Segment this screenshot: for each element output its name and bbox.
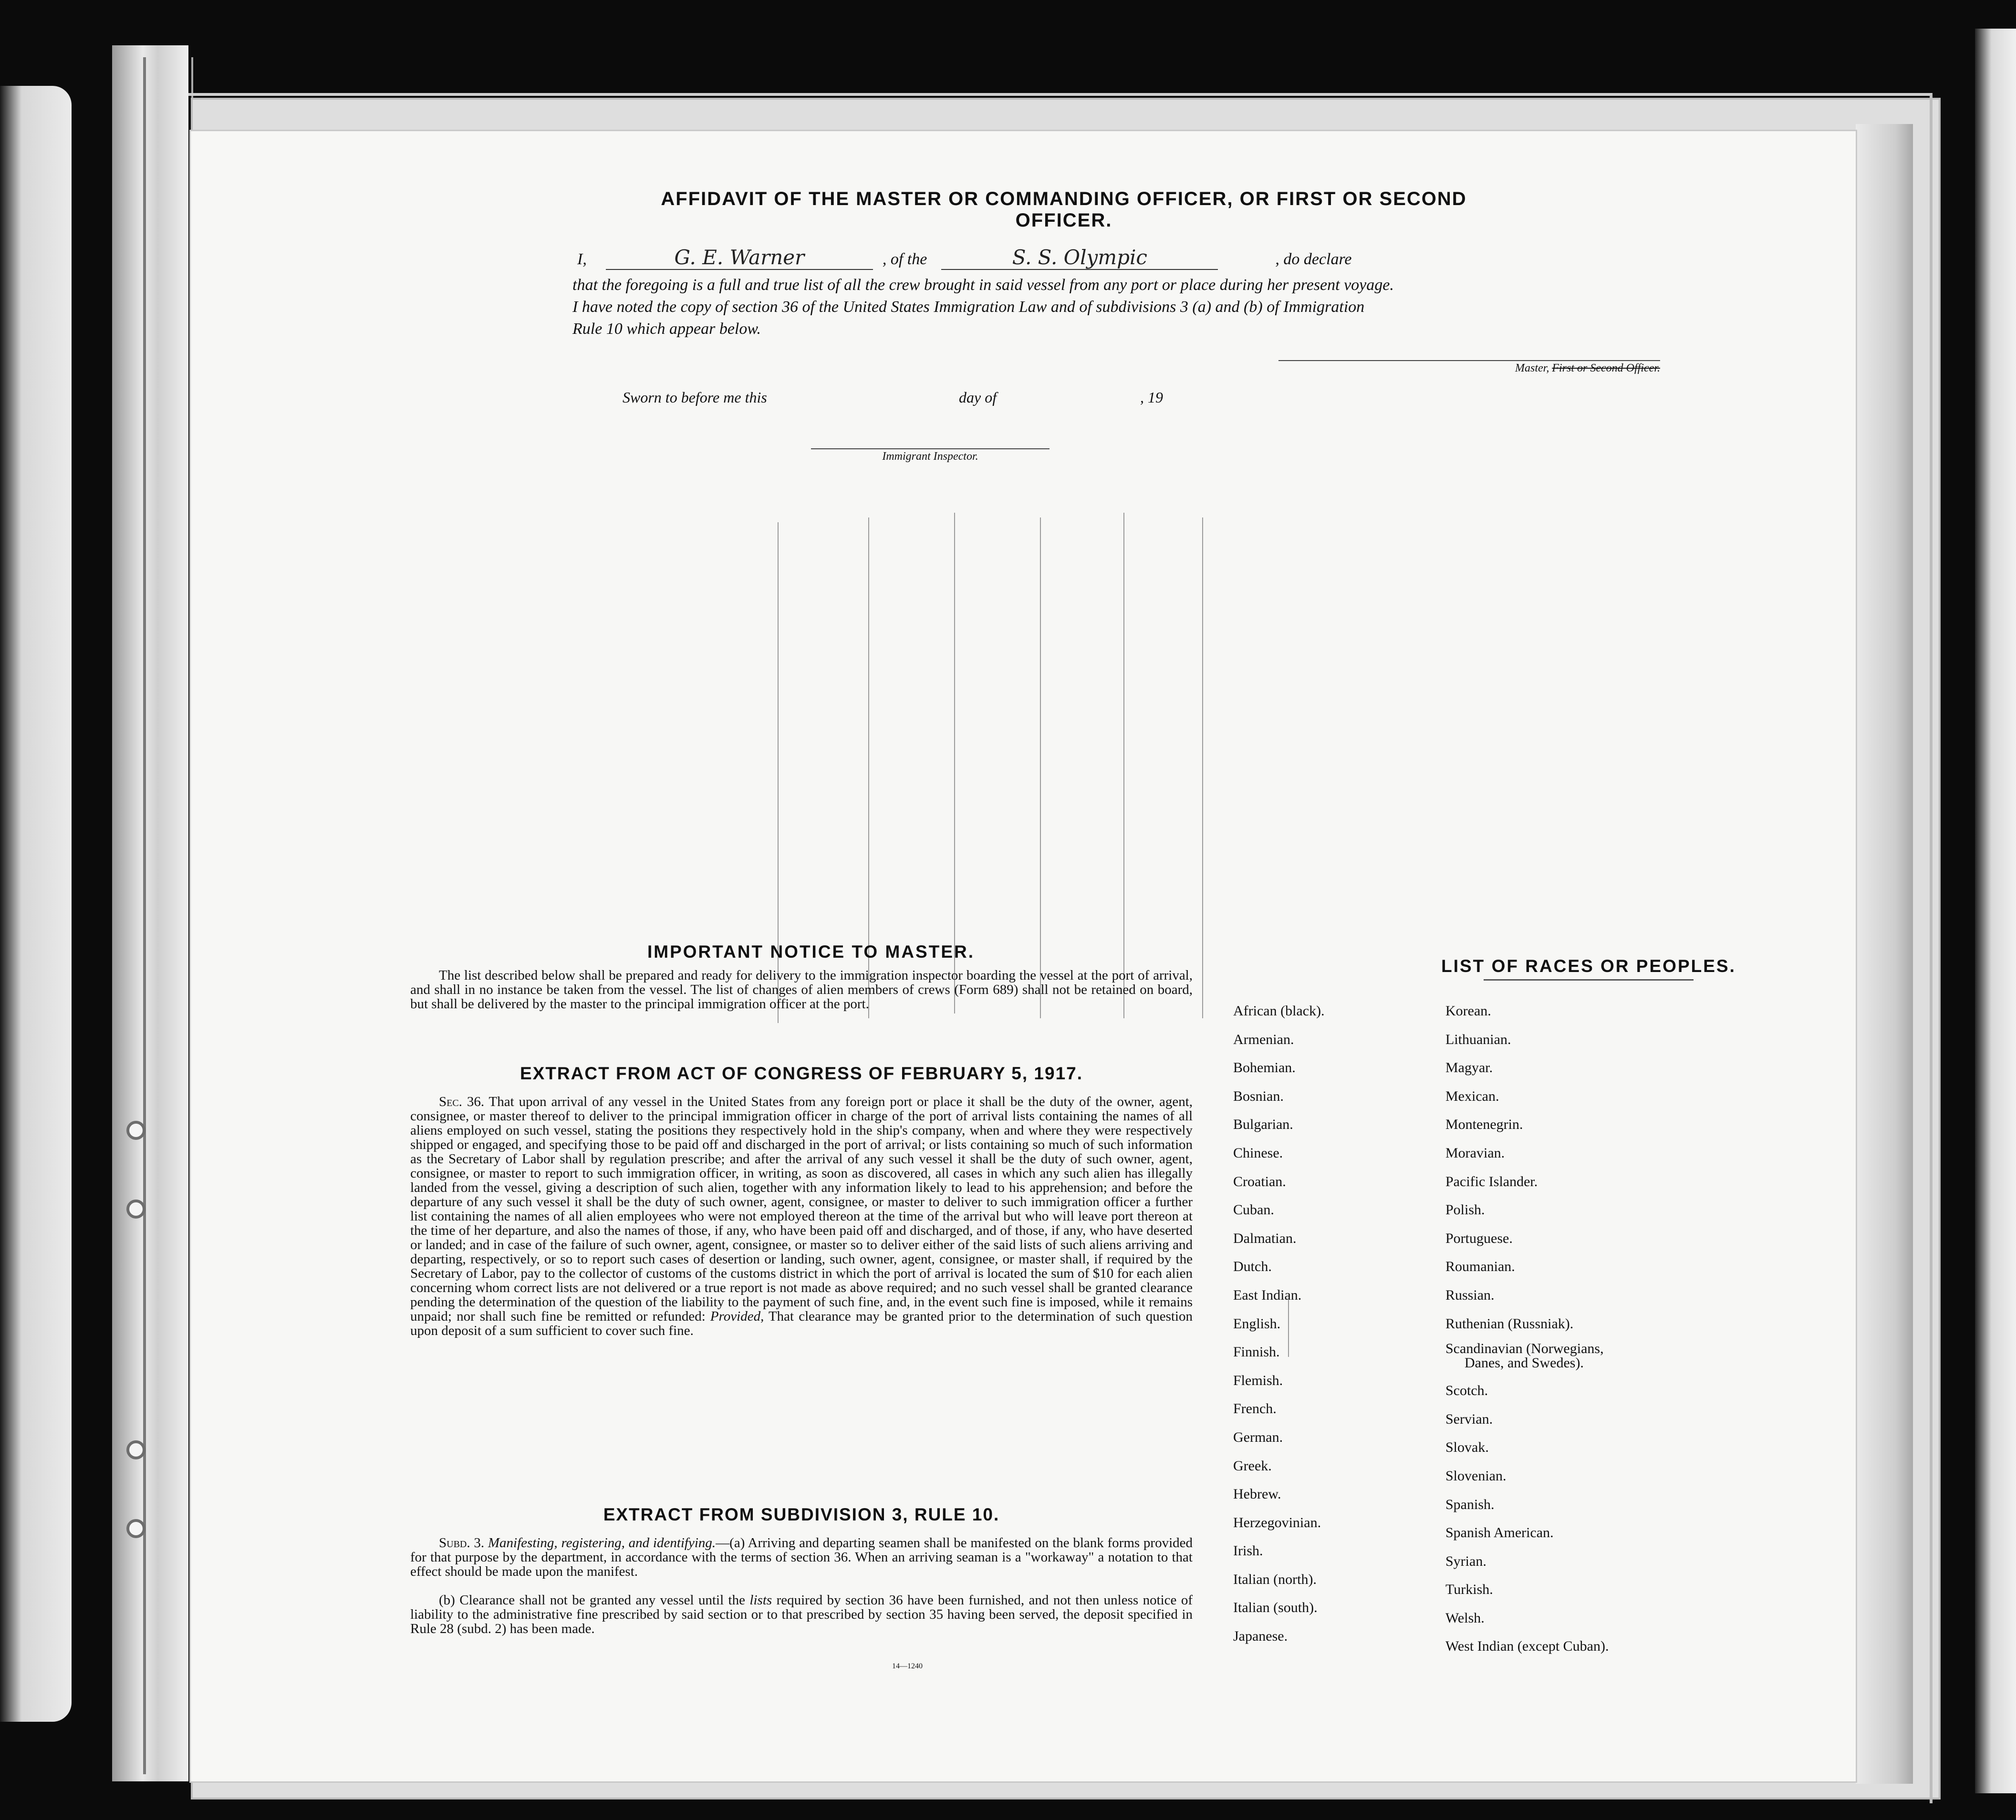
notice-title: IMPORTANT NOTICE TO MASTER. [647,942,975,962]
race-item: Armenian. [1233,1031,1294,1047]
binder-spine-right [1975,29,2016,1793]
race-item: Turkish. [1445,1582,1493,1598]
declaration-line-3: Rule 10 which appear below. [572,320,761,338]
race-item: Italian (north). [1233,1571,1317,1587]
column-rule [1202,517,1203,1018]
race-item: Chinese. [1233,1145,1283,1161]
officer-struck-label: First or Second Officer. [1552,362,1660,374]
race-item: African (black). [1233,1003,1325,1019]
race-item: Pacific Islander. [1445,1173,1538,1189]
day-of-label: day of [959,389,997,406]
page-stack-edge [1856,124,1913,1784]
race-item: Dalmatian. [1233,1230,1297,1246]
race-item: Ruthenian (Russniak). [1445,1315,1574,1332]
extract-act-title: EXTRACT FROM ACT OF CONGRESS OF FEBRUARY 5, 1917. [520,1064,1083,1083]
inspector-signature-line: Immigrant Inspector. [811,448,1050,463]
race-item: Scotch. [1445,1383,1488,1399]
race-item: Portuguese. [1445,1230,1513,1246]
race-item: Bohemian. [1233,1060,1296,1076]
master-name-signature: G. E. Warner [606,246,873,270]
race-item: West Indian (except Cuban). [1445,1638,1609,1655]
race-item: Cuban. [1233,1202,1274,1218]
provided-label: Provided, [710,1309,764,1324]
officer-master-label: Master, [1515,362,1549,374]
subdivision-a-body: —(a) Arriving and departing seamen shall be manifested on the blank forms provided for that purpose by the department, in accordance with the terms of section 36. When an arriving seaman is a "workaway" a notation to that effect should be made upon the manifest. [410,1535,1193,1579]
subdivision-b-end: required by section 36 have been furnished, and not then unless notice of liability to the administrative fine prescribed by said section or to that prescribed by section 35 having been served, the deposit specified in Rule 28 (subd. 2) has been made. [410,1592,1193,1636]
race-item: Flemish. [1233,1372,1283,1388]
declaration-text [572,274,1703,340]
vessel-name-handwritten: S. S. Olympic [941,246,1218,270]
race-item: Welsh. [1445,1610,1485,1626]
section-body: That upon arrival of any vessel in the United States from any foreign port or place it shall be the duty of the owner, agent, consignee, or master thereof to deliver to the principal immigration officer in charge of the port of arrival lists containing the names of all aliens employed on such vessel, stating the positions they respectively hold in the ship's company, when and where they were respectively shipped or engaged, and specifying those to be paid off and discharged in the port of arrival; or lists containing so much of such information as the Secretary of Labor shall by regulation prescribe; and after the arrival of any such vessel it shall be the duty of such owner, agent, consignee, or master to report to such immigration officer, in writing, as soon as discovered, all cases in which any such alien has illegally landed from the vessel, giving a description of such alien, together with any information likely to lead to his apprehension; and before the departure of any such vessel it shall be the duty of such owner, agent, consignee, or master to deliver to such immigration officer a further list containing the names of all alien employees who were not employed thereon at the time of the arrival but who will leave port thereon at the time of her departure, and also the names of those, if any, who have been paid off and discharged, and of those, if any, who have deserted or landed; and in case of the failure of such owner, agent, consignee, or master so to deliver either of the said lists of such aliens arriving and departing, respectively, or so to report such cases of desertion or landing, such owner, agent, consignee, or master shall, if required by the Secretary of Labor, pay to the collector of customs of the customs district in which the port of arrival is located the sum of $10 for each alien concerning whom correct lists are not delivered or a true report is not made as above required; and no such vessel shall be granted clearance pending the determination of the question of the liability to the payment of such fine, and, in the event such fine is imposed, while it remains unpaid; nor shall such fine be remitted or refunded: [410,1094,1193,1324]
race-item-scandinavian-cont: Danes, and Swedes). [1465,1355,1584,1371]
extract-rule-title: EXTRACT FROM SUBDIVISION 3, RULE 10. [603,1505,1000,1524]
adjacent-page-left [0,86,72,1722]
race-item: Finnish. [1233,1344,1280,1360]
race-item: Bulgarian. [1233,1117,1293,1133]
subdivision-b-text [410,1593,1193,1636]
race-item: Russian. [1445,1287,1495,1303]
race-item: Croatian. [1233,1173,1286,1189]
binder-hole-icon [126,1121,145,1140]
section-label: Sec. 36. [439,1094,485,1109]
race-item: Lithuanian. [1445,1031,1511,1047]
subdivision-b-lists: lists [749,1592,772,1608]
race-item: Spanish American. [1445,1525,1554,1541]
subdivision-heading: Manifesting, registering, and identifying. [488,1535,716,1551]
race-item: English. [1233,1315,1281,1332]
race-item: Greek. [1233,1458,1272,1474]
race-item: Dutch. [1233,1259,1272,1275]
binder-hole-icon [126,1200,145,1219]
race-item: French. [1233,1401,1277,1417]
subdivision-b-start: (b) Clearance shall not be granted any vessel until the [439,1592,745,1608]
year-label: , 19 [1140,389,1163,406]
race-item: Spanish. [1445,1496,1495,1512]
subdivision-label: Subd. 3. [439,1535,485,1551]
race-item: Korean. [1445,1003,1491,1019]
officer-signature-line [1278,360,1660,375]
declaration-line-1: that the foregoing is a full and true list of all the crew brought in said vessel from any port or place during her present voyage. [572,276,1394,294]
races-title-rule [1484,979,1694,981]
race-item: Magyar. [1445,1060,1493,1076]
affidavit-title: AFFIDAVIT OF THE MASTER OR COMMANDING OFFICER, OR FIRST OR SECOND OFFICER. [661,188,1467,231]
sworn-label: Sworn to before me this [623,389,767,406]
column-rule [954,513,955,1013]
of-the-label: , of the [882,250,927,268]
notice-body: The list described below shall be prepared and ready for delivery to the immigration inspector boarding the vessel at the port of arrival, and shall in no instance be taken from the vessel. The list of changes of alien members of crews (Form 689) shall not be retained on board, but shall be delivered by the master to the principal immigration officer at the port. [410,968,1193,1012]
subdivision-a-text [410,1536,1193,1579]
races-title: LIST OF RACES OR PEOPLES. [1441,956,1736,976]
race-item: East Indian. [1233,1287,1302,1303]
race-item: Italian (south). [1233,1600,1318,1616]
binder-spine-edge [143,57,193,1774]
race-item [1445,1342,1609,1370]
race-item: Irish. [1233,1543,1263,1559]
race-item: Montenegrin. [1445,1117,1523,1133]
race-item: Syrian. [1445,1553,1486,1569]
section-36-text [410,1095,1193,1338]
race-item: Mexican. [1445,1088,1499,1104]
column-rule [1123,513,1124,1018]
race-item: German. [1233,1429,1283,1445]
race-item: Bosnian. [1233,1088,1284,1104]
race-item-scandinavian: Scandinavian (Norwegians, [1445,1341,1604,1357]
form-number: 14—1240 [892,1662,923,1670]
section-body-end: That clearance may be granted prior to the determination of such question upon deposit of a sum sufficient to cover such fine. [410,1309,1193,1338]
declaration-line-2: I have noted the copy of section 36 of the United States Immigration Law and of subdivisions 3 (a) and (b) of Immigration [572,298,1365,316]
races-list-left [1233,997,1325,1651]
race-item: Slovenian. [1445,1468,1507,1484]
races-list-right [1445,997,1609,1661]
manifest-page [191,131,1856,1781]
race-item: Polish. [1445,1202,1485,1218]
binder-hole-icon [126,1440,145,1459]
race-item: Roumanian. [1445,1259,1515,1275]
i-label: I, [577,250,587,268]
race-item: Hebrew. [1233,1486,1281,1502]
do-declare-label: , do declare [1275,250,1352,268]
race-item: Herzegovinian. [1233,1514,1321,1530]
race-item: Moravian. [1445,1145,1505,1161]
race-item: Slovak. [1445,1439,1489,1456]
race-item: Servian. [1445,1411,1493,1427]
binder-hole-icon [126,1519,145,1538]
race-item: Japanese. [1233,1628,1288,1644]
declaration-line [577,246,1698,270]
